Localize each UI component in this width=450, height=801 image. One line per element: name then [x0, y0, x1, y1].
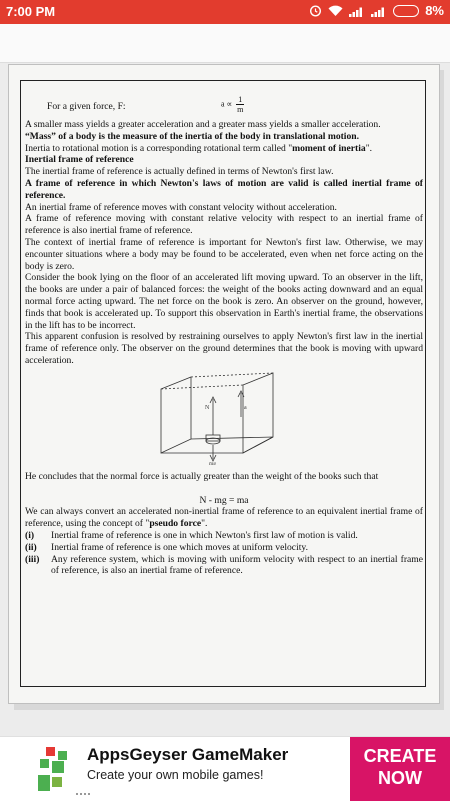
- formula-denominator: m: [237, 105, 244, 114]
- cta-line2: NOW: [378, 768, 422, 788]
- formula-label: For a given force, F:: [47, 101, 126, 112]
- normal-force-label: N: [205, 404, 210, 411]
- paragraph: [25, 143, 423, 155]
- appsgeyser-logo-icon: [32, 745, 76, 793]
- battery-percent: 8%: [425, 3, 444, 18]
- ad-divider: [76, 793, 90, 799]
- text: Inertia to rotational motion is a corresponding rotational term called ": [25, 142, 293, 154]
- reader-toolbar: [0, 24, 450, 63]
- signal-icon: [349, 5, 365, 17]
- text-bold: moment of inertia: [292, 142, 366, 154]
- weight-label: mg: [209, 460, 217, 465]
- list-text: Inertial frame of reference is one which moves at uniform velocity.: [51, 541, 308, 553]
- list-number: (iii): [25, 553, 40, 565]
- paragraph: This apparent confusion is resolved by restraining ourselves to apply Newton's first law in the inertial frame of reference only. The observer on the ground determines that the book is moving with upward acceleration.: [25, 331, 423, 366]
- list-number: (ii): [25, 541, 37, 553]
- list-item: [25, 554, 423, 578]
- list-number: (i): [25, 529, 35, 541]
- wifi-icon: [328, 5, 343, 17]
- lift-diagram-figure: [153, 369, 283, 465]
- paragraph: The context of inertial frame of reference is important for Newton's first law. Otherwise, we may encounter situations where a body may be found to be accelerated, even when net force acting on the body is zero.: [25, 236, 423, 272]
- paragraph: Consider the book lying on the floor of an accelerated lift moving upward. To an observer in the lift, the books are under a pair of balanced forces: the weight of the books acting downward and an equal normal force acting upward. The net force on the book is zero. An observer on the ground, however, finds that book is accelerated up. To support this observation in Earth's inertial frame, the observations in the lift has to be incorrect.: [25, 272, 423, 331]
- acceleration-label: a: [244, 404, 247, 411]
- page-content: [25, 91, 423, 577]
- signal-icon-2: [371, 5, 387, 17]
- create-now-button[interactable]: [350, 737, 450, 801]
- equation: N - mg = ma: [199, 494, 249, 506]
- paragraph-bold: A frame of reference in which Newton's laws of motion are valid is called inertial frame of reference.: [25, 177, 423, 201]
- text: ".: [201, 518, 208, 530]
- ad-title: AppsGeyser GameMaker: [87, 745, 289, 764]
- formula-row: [25, 91, 423, 119]
- paragraph: An inertial frame of reference moves with constant velocity without acceleration.: [25, 201, 337, 213]
- paragraph: The inertial frame of reference is actually defined in terms of Newton's first law.: [25, 166, 334, 178]
- status-icons: [309, 3, 444, 18]
- list-text: Any reference system, which is moving with uniform velocity with respect to an inertial frame of reference, is also an inertial frame of reference.: [51, 553, 423, 577]
- text: We can always convert an accelerated non-inertial frame of reference to an equivalent inertial frame of reference, using the concept of ": [25, 506, 423, 530]
- status-bar: [0, 0, 450, 24]
- list-item: [25, 542, 423, 554]
- battery-icon: [393, 5, 419, 17]
- paragraph: A smaller mass yields a greater acceleration and a greater mass yields a smaller acceleration.: [25, 119, 381, 130]
- spacer: [25, 483, 423, 495]
- paragraph: A frame of reference moving with constant relative velocity with respect to an inertial frame of reference is also inertial frame of reference.: [25, 213, 423, 237]
- paragraph: [25, 506, 423, 530]
- text: ".: [365, 142, 373, 154]
- formula-lhs: a ∝: [221, 99, 233, 109]
- list-item: [25, 530, 423, 542]
- formula-numerator: 1: [238, 95, 243, 104]
- lift-diagram: [25, 369, 423, 465]
- paragraph: He concludes that the normal force is actually greater than the weight of the books such that: [25, 470, 379, 482]
- ad-subtitle: Create your own mobile games!: [87, 768, 264, 782]
- text-bold: pseudo force: [149, 518, 202, 530]
- formula-fraction: [236, 95, 244, 114]
- alarm-icon: [309, 4, 322, 17]
- list-text: Inertial frame of reference is one in which Newton's first law of motion is valid.: [51, 529, 358, 541]
- document-page[interactable]: [8, 64, 440, 704]
- paragraph-bold: “Mass” of a body is the measure of the inertia of the body in translational motion.: [25, 130, 360, 142]
- status-time: 7:00 PM: [6, 4, 56, 19]
- cta-line1: CREATE: [363, 746, 437, 766]
- section-heading: Inertial frame of reference: [25, 154, 134, 166]
- ad-banner[interactable]: [0, 736, 450, 801]
- formula: [221, 95, 244, 114]
